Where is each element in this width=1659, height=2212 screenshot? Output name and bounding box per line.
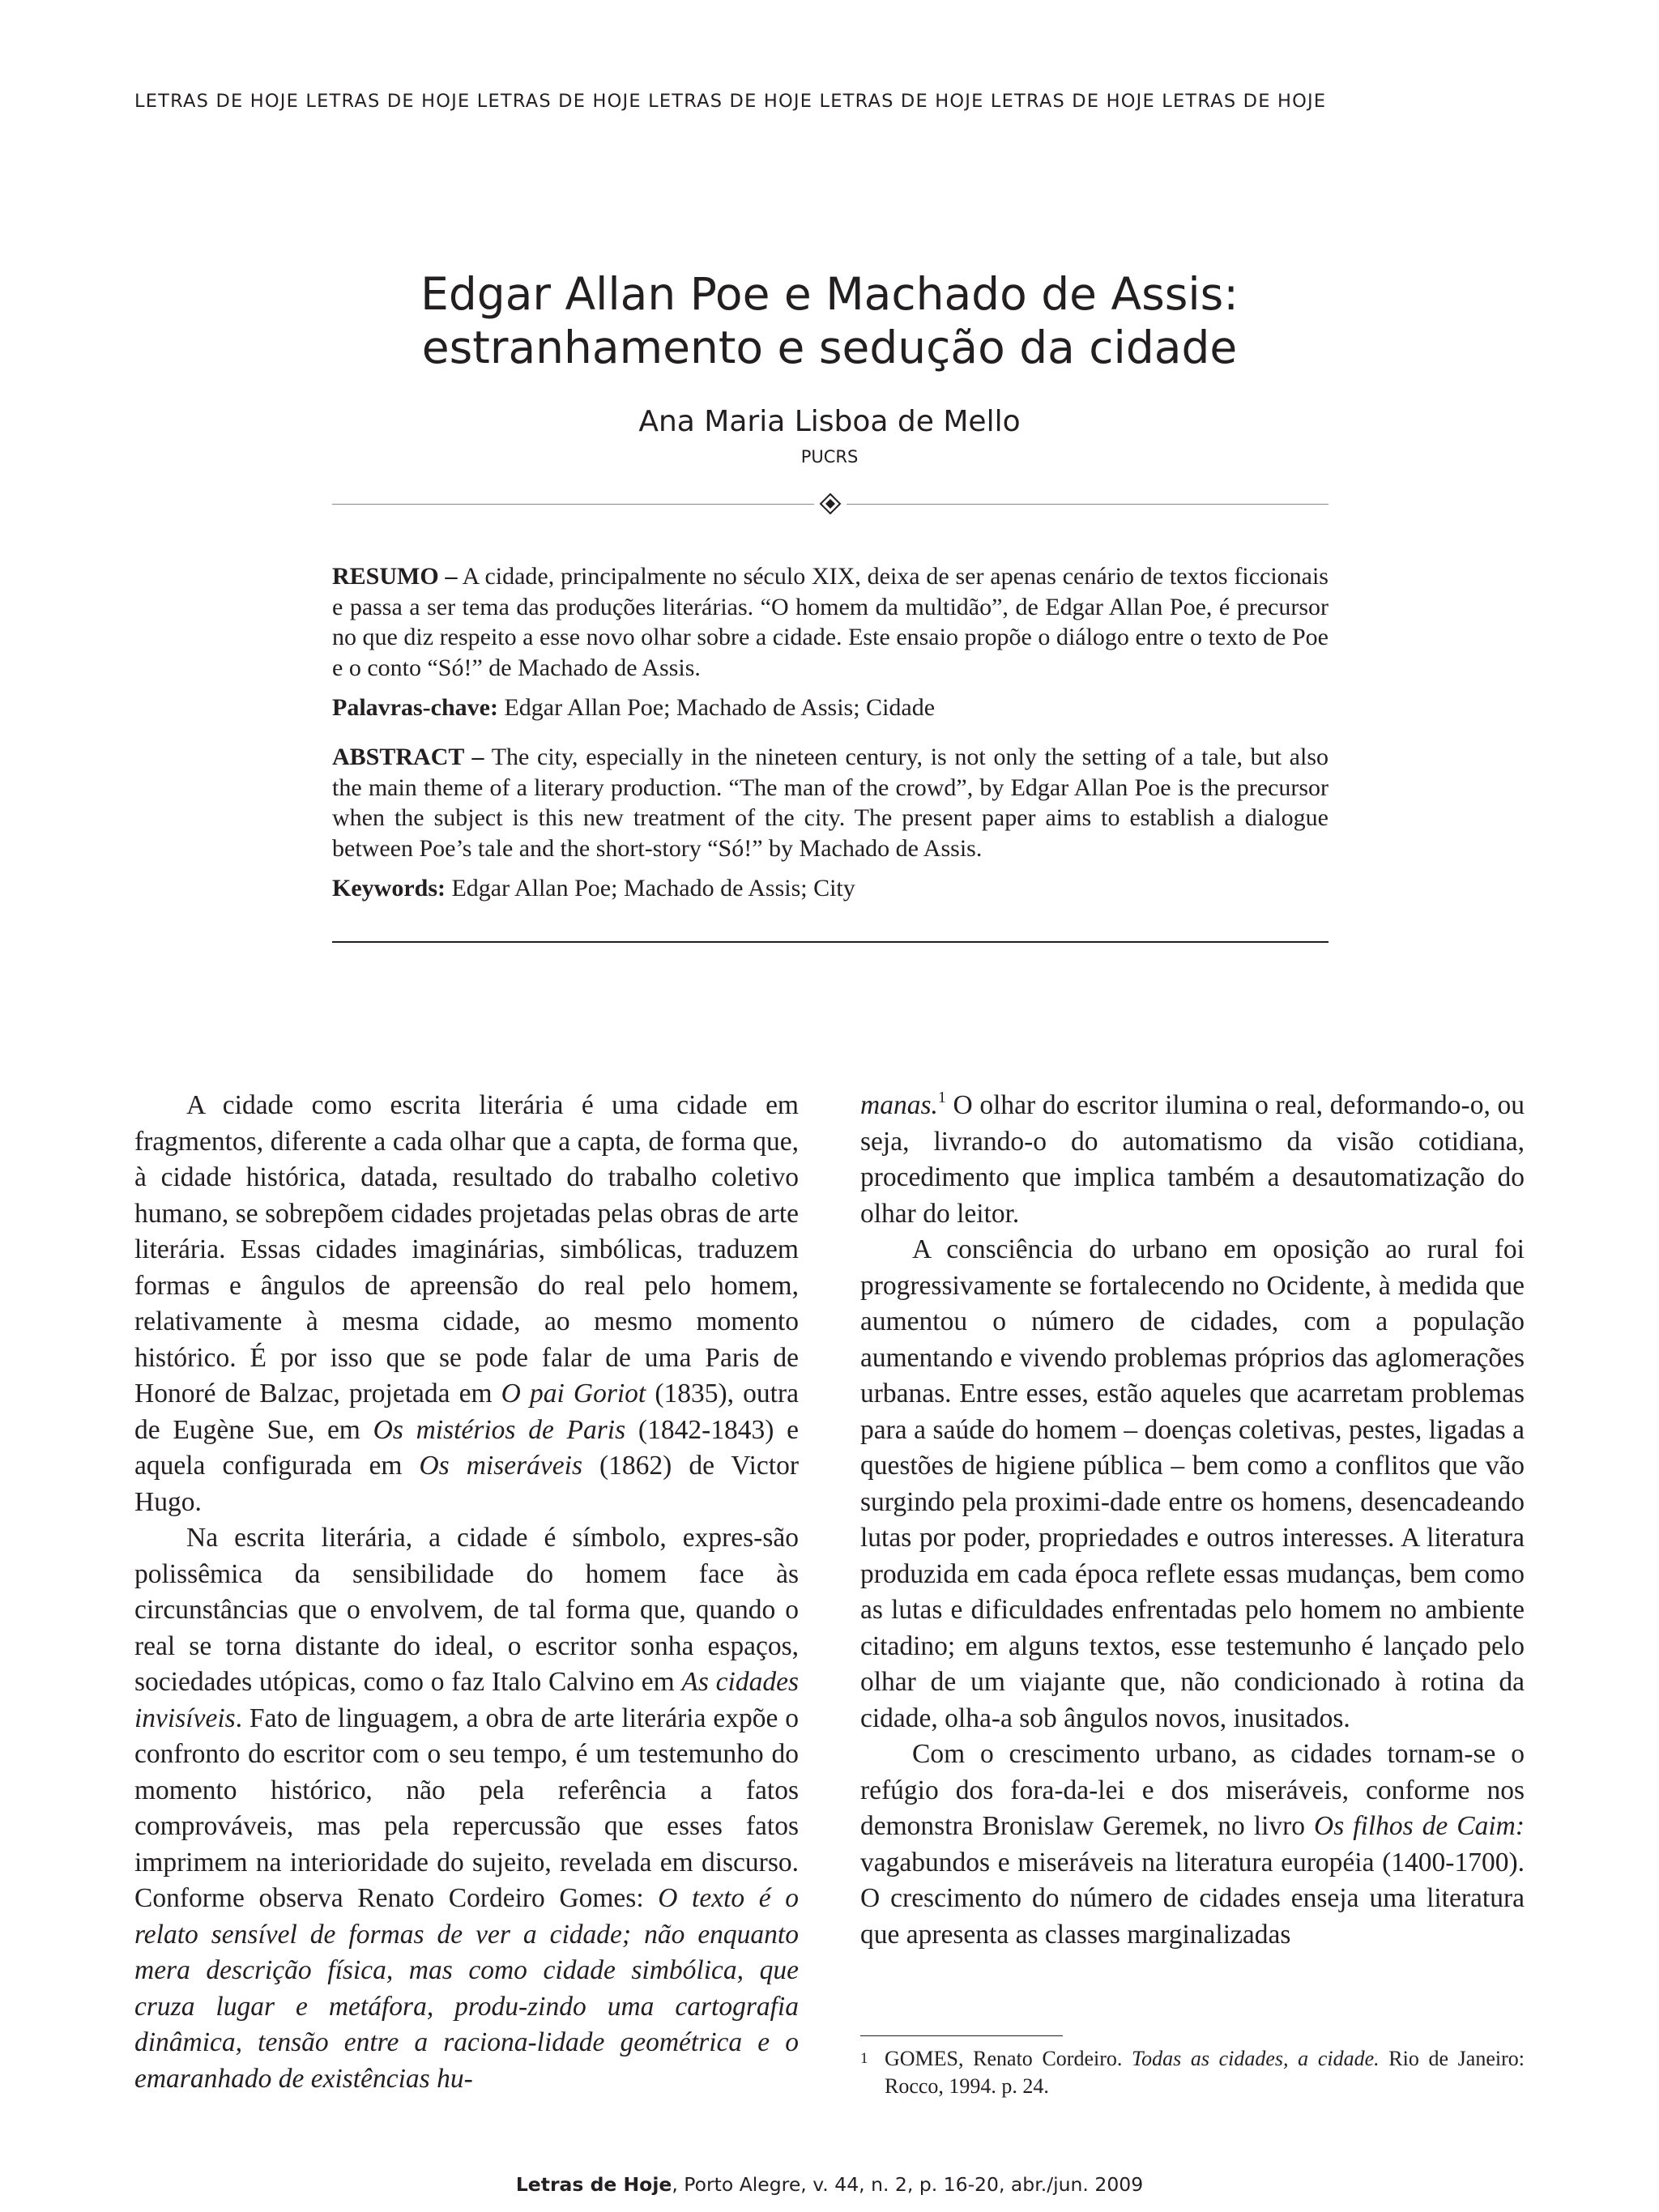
palavras-chave-label: Palavras-chave:: [332, 694, 498, 721]
resumo-label: RESUMO –: [332, 563, 458, 590]
body-paragraph-5: Com o crescimento urbano, as cidades tornam-se o refúgio dos fora-da-lei e dos miseráveis, conforme nos demonstra Bronislaw Geremek, no livro Os filhos de Caim: vagabundos e miseráveis na literatura européia (1400-1700). O crescimento do número de cidades enseja uma literatura que apresenta as classes marginalizadas: [860, 1739, 1525, 1950]
body-column-right: [860, 1088, 1525, 1953]
footnote-rule: [860, 2035, 1063, 2036]
abstract-label: ABSTRACT –: [332, 744, 484, 770]
footnote-ref: 1: [937, 1089, 946, 1106]
abstract-text: The city, especially in the nineteen century, is not only the setting of a tale, but also the main theme of a literary production. “The man of the crowd”, by Edgar Allan Poe is the precursor when the subject is this new treatment of the city. The present paper aims to establish a dialogue between Poe’s tale and the short-story “Só!” by Machado de Assis.: [332, 744, 1328, 862]
divider-left: [332, 504, 814, 505]
resumo-text: A cidade, principalmente no século XIX, deixa de ser apenas cenário de textos ficcionais e passa a ser tema das produções literárias. “O homem da multidão”, de Edgar Allan Poe, é precursor no que diz respeito a esse novo olhar sobre a cidade. Este ensaio propõe o diálogo entre o texto de Poe e o conto “Só!” de Machado de Assis.: [332, 563, 1328, 681]
palavras-chave-line: [332, 693, 1328, 723]
author-affiliation: PUCRS: [800, 447, 859, 467]
footnote-number: 1: [860, 2050, 868, 2067]
article-title: [0, 267, 1659, 374]
keywords-text: Edgar Allan Poe; Machado de Assis; City: [451, 875, 855, 901]
keywords-line: [332, 873, 1328, 904]
resumo-paragraph: [332, 561, 1328, 683]
body-paragraph-4: A consciência do urbano em oposição ao rural foi progressivamente se fortalecendo no Ocidente, à medida que aumentou o número de cidades, com a população aumentando e vivendo problemas próprios das aglomerações urbanas. Entre esses, estão aqueles que acarretam problemas para a saúde do homem – doenças coletivas, pestes, ligadas a questões de higiene pública – bem como a conflitos que vão surgindo pela proximi-dade entre os homens, desencadeando lutas por poder, propriedades e outros interesses. A literatura produzida em cada época reflete essas mudanças, bem como as lutas e dificuldades enfrentadas pelo homem no ambiente citadino; em alguns textos, esse testemunho é lançado pelo olhar de um viajante que, não condicionado à rotina da cidade, olha-a sob ângulos novos, inusitados.: [860, 1234, 1525, 1733]
body-paragraph-2: Na escrita literária, a cidade é símbolo, expres-são polissêmica da sensibilidade do homem face às circunstâncias que o envolvem, de tal forma que, quando o real se torna distante do ideal, o escritor sonha espaços, sociedades utópicas, como o faz Italo Calvino em As cidades invisíveis. Fato de linguagem, a obra de arte literária expõe o confronto do escritor com o seu tempo, é um testemunho do momento histórico, não pela referência a fatos comprováveis, mas pela repercussão que esses fatos imprimem na interioridade do sujeito, revelada em discurso. Conforme observa Renato Cordeiro Gomes: O texto é o relato sensível de formas de ver a cidade; não enquanto mera descrição física, mas como cidade simbólica, que cruza lugar e metáfora, produ-zindo uma cartografia dinâmica, tensão entre a raciona-lidade geométrica e o emaranhado de existências hu-: [134, 1523, 799, 2094]
footer-citation: , Porto Alegre, v. 44, n. 2, p. 16-20, abr./jun. 2009: [672, 2173, 1144, 2196]
body-column-left: [134, 1088, 799, 2097]
abstract-bottom-rule: [332, 941, 1328, 943]
page-footer: [0, 2173, 1659, 2196]
body-paragraph-1: A cidade como escrita literária é uma cidade em fragmentos, diferente a cada olhar que a capta, de forma que, à cidade histórica, datada, resultado do trabalho coletivo humano, se sobrepõem cidades projetadas pelas obras de arte literária. Essas cidades imaginárias, simbólicas, traduzem formas e ângulos de apreensão do real pelo homem, relativamente à mesma cidade, ao mesmo momento histórico. É por isso que se pode falar de uma Paris de Honoré de Balzac, projetada em O pai Goriot (1835), outra de Eugène Sue, em Os mistérios de Paris (1842-1843) e aquela configurada em Os miseráveis (1862) de Victor Hugo.: [134, 1090, 800, 1517]
keywords-label: Keywords:: [332, 875, 446, 901]
author-name: Ana Maria Lisboa de Mello: [638, 405, 1021, 438]
running-header: LETRAS DE HOJE LETRAS DE HOJE LETRAS DE HOJE LETRAS DE HOJE LETRAS DE HOJE LETRAS DE HOJE LETRAS DE HOJE: [134, 91, 1327, 112]
palavras-chave-text: Edgar Allan Poe; Machado de Assis; Cidade: [504, 694, 936, 721]
title-line-2: estranhamento e sedução da cidade: [421, 322, 1238, 373]
footnote-text: GOMES, Renato Cordeiro. Todas as cidades, a cidade. Rio de Janeiro: Rocco, 1994. p. 24.: [885, 2047, 1525, 2098]
diamond-ornament-icon: [818, 492, 842, 516]
title-line-1: Edgar Allan Poe e Machado de Assis:: [420, 268, 1239, 320]
body-paragraph-3: manas.$^1$ O olhar do escritor ilumina o real, deformando-o, ou seja, livrando-o do automatismo da visão cotidiana, procedimento que implica também a desautomatização do olhar do leitor.: [860, 1089, 1525, 1229]
footnote: [860, 2045, 1525, 2100]
divider-right: [847, 504, 1328, 505]
footer-journal: Letras de Hoje: [515, 2173, 672, 2196]
abstract-paragraph: [332, 742, 1328, 863]
